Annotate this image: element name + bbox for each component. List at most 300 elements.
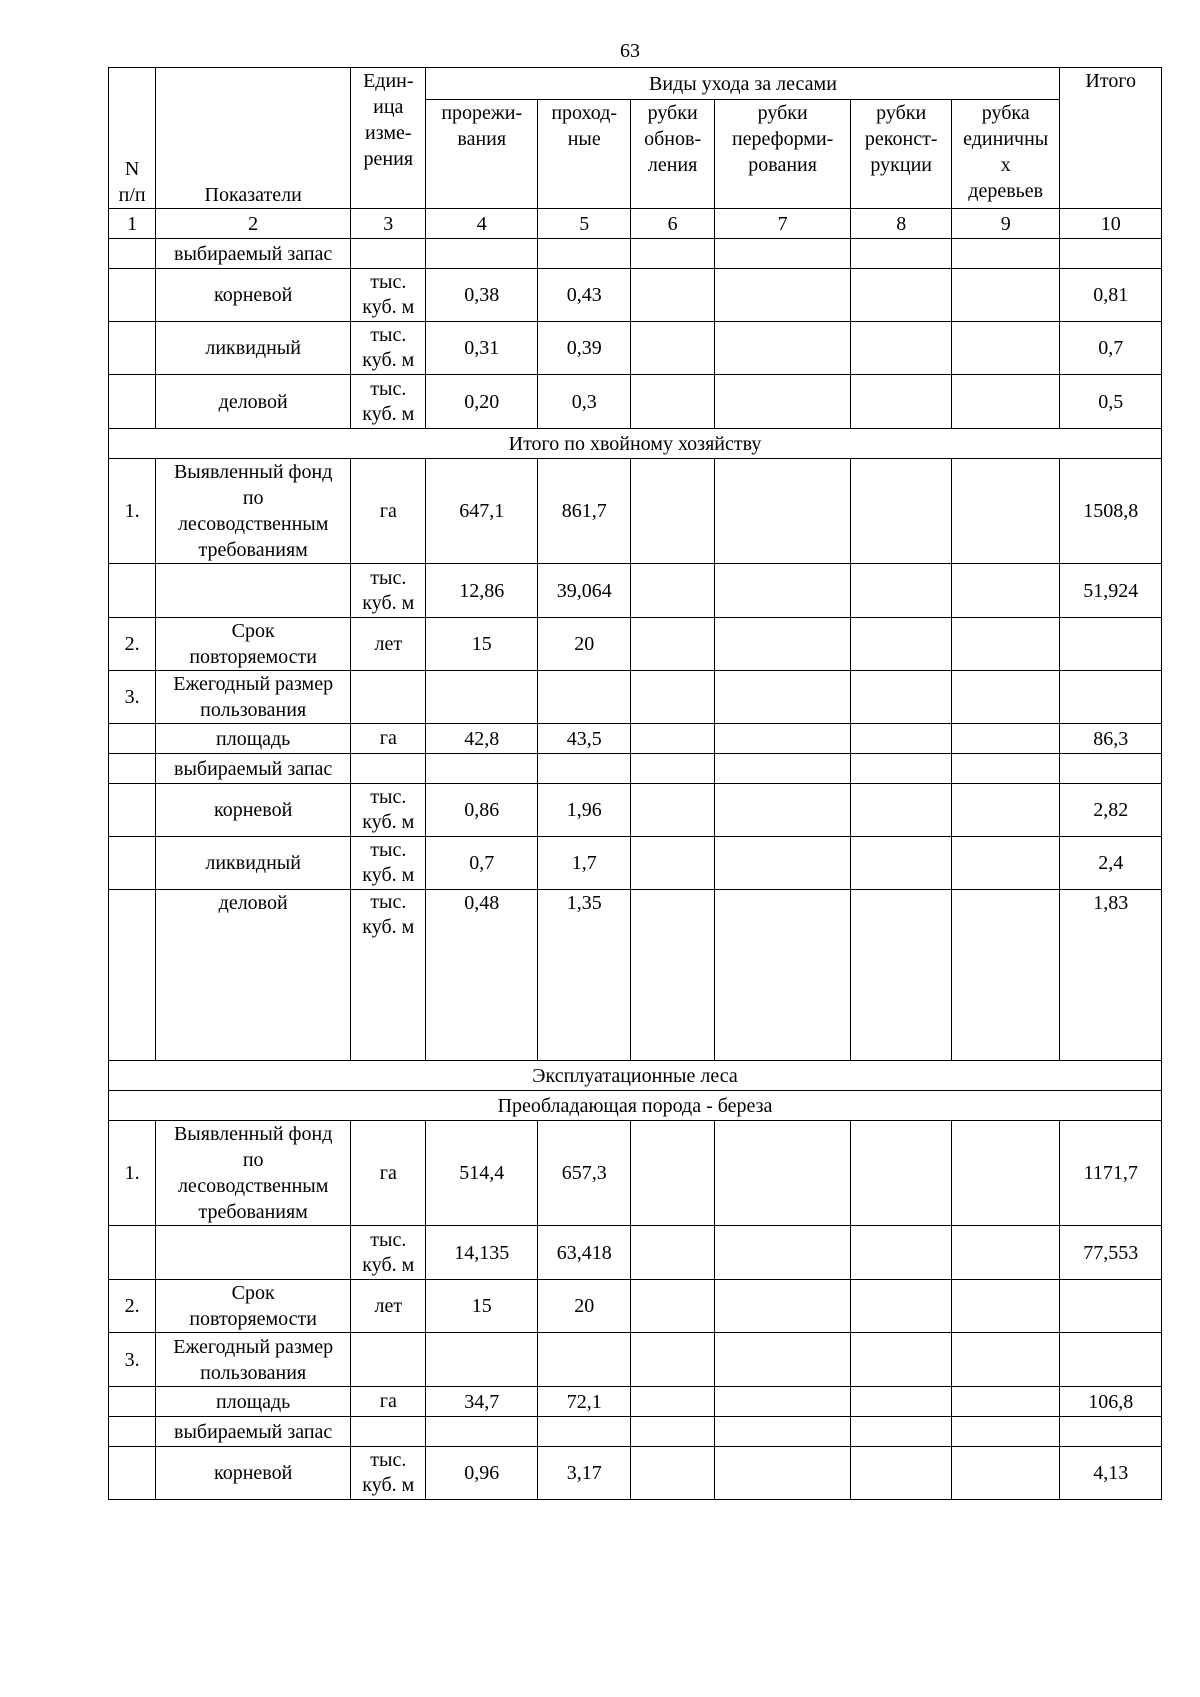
value-cell-5-text: 43,5 bbox=[566, 727, 602, 750]
value-cell-5-text: 0,43 bbox=[566, 284, 602, 306]
value-cell-6 bbox=[631, 754, 714, 784]
section-title bbox=[109, 429, 1162, 459]
value-cell-4 bbox=[426, 564, 538, 618]
table-row bbox=[109, 459, 1162, 564]
total-cell bbox=[1060, 322, 1162, 375]
value-cell-8 bbox=[851, 784, 951, 837]
header-subcol bbox=[537, 100, 630, 209]
total-cell bbox=[1060, 837, 1162, 890]
table-row bbox=[109, 618, 1162, 671]
num-cell bbox=[109, 837, 156, 890]
value-cell-5 bbox=[537, 459, 630, 564]
table-row bbox=[109, 375, 1162, 429]
total-cell bbox=[1060, 1333, 1162, 1387]
header-care-types bbox=[426, 68, 1060, 100]
indicator-cell bbox=[156, 459, 351, 564]
indicator-cell-text: выбираемый запас bbox=[174, 1420, 333, 1443]
unit-cell bbox=[351, 1121, 426, 1226]
value-cell-6 bbox=[631, 1226, 714, 1280]
unit-cell bbox=[351, 459, 426, 564]
value-cell-4-text: 647,1 bbox=[459, 500, 505, 522]
column-number bbox=[156, 209, 351, 239]
value-cell-6 bbox=[631, 564, 714, 618]
indicator-cell bbox=[156, 1333, 351, 1387]
value-cell-6 bbox=[631, 1447, 714, 1500]
value-cell-5 bbox=[537, 1387, 630, 1417]
unit-cell-text: тыс. куб. м bbox=[362, 1228, 415, 1276]
unit-cell bbox=[351, 724, 426, 754]
value-cell-5-text: 63,418 bbox=[556, 1241, 612, 1264]
indicator-cell-text: Срок повторяемости bbox=[189, 620, 318, 668]
header-subcol-text: рубки переформи- рования bbox=[731, 102, 834, 176]
value-cell-4 bbox=[426, 1226, 538, 1280]
indicator-cell-text: ликвидный bbox=[205, 337, 301, 359]
value-cell-5 bbox=[537, 1447, 630, 1500]
value-cell-8 bbox=[851, 1447, 951, 1500]
num-cell-text: 3. bbox=[124, 686, 140, 708]
table-row bbox=[109, 239, 1162, 269]
value-cell-4 bbox=[426, 1387, 538, 1417]
unit-cell bbox=[351, 564, 426, 618]
value-cell-4 bbox=[426, 1280, 538, 1333]
column-number-text: 8 bbox=[896, 212, 907, 235]
indicator-cell bbox=[156, 890, 351, 1061]
num-cell bbox=[109, 1387, 156, 1417]
value-cell-8 bbox=[851, 1121, 951, 1226]
value-cell-6 bbox=[631, 459, 714, 564]
unit-cell-text: га bbox=[379, 499, 397, 522]
value-cell-4-text: 0,38 bbox=[464, 284, 500, 306]
table-row bbox=[109, 322, 1162, 375]
value-cell-9 bbox=[951, 375, 1060, 429]
value-cell-5-text: 20 bbox=[574, 1295, 595, 1317]
num-cell bbox=[109, 1121, 156, 1226]
num-cell bbox=[109, 671, 156, 724]
value-cell-4 bbox=[426, 322, 538, 375]
num-cell bbox=[109, 1447, 156, 1500]
unit-cell bbox=[351, 322, 426, 375]
value-cell-4 bbox=[426, 671, 538, 724]
header-care-types-text: Виды ухода за лесами bbox=[649, 72, 837, 95]
value-cell-9 bbox=[951, 1333, 1060, 1387]
value-cell-9 bbox=[951, 890, 1060, 1061]
indicator-cell bbox=[156, 322, 351, 375]
section-title-text: Преобладающая порода - береза bbox=[497, 1094, 773, 1117]
value-cell-9 bbox=[951, 564, 1060, 618]
indicator-cell-text: Ежегодный размер пользования bbox=[173, 673, 334, 721]
header-subcol bbox=[951, 100, 1060, 209]
total-cell-text: 51,924 bbox=[1083, 579, 1139, 602]
column-number bbox=[951, 209, 1060, 239]
total-cell-text: 1171,7 bbox=[1083, 1162, 1138, 1184]
total-cell-text: 77,553 bbox=[1083, 1241, 1139, 1264]
header-subcol-text: рубка единичны х деревьев bbox=[963, 102, 1049, 202]
table-row bbox=[109, 1121, 1162, 1226]
total-cell bbox=[1060, 239, 1162, 269]
indicator-cell-text: деловой bbox=[218, 892, 288, 914]
value-cell-8 bbox=[851, 1387, 951, 1417]
indicator-cell-text: Выявленный фонд по лесоводственным требованиям bbox=[173, 461, 333, 561]
value-cell-4-text: 0,86 bbox=[464, 799, 500, 821]
value-cell-5 bbox=[537, 269, 630, 322]
value-cell-4 bbox=[426, 375, 538, 429]
value-cell-9 bbox=[951, 1121, 1060, 1226]
total-cell-text: 1,83 bbox=[1093, 892, 1129, 914]
table-row bbox=[109, 890, 1162, 1061]
num-cell bbox=[109, 564, 156, 618]
indicator-cell bbox=[156, 1121, 351, 1226]
value-cell-9 bbox=[951, 1447, 1060, 1500]
value-cell-6 bbox=[631, 1333, 714, 1387]
num-cell bbox=[109, 724, 156, 754]
unit-cell bbox=[351, 1447, 426, 1500]
unit-cell-text: га bbox=[379, 1161, 397, 1184]
value-cell-6 bbox=[631, 375, 714, 429]
total-cell bbox=[1060, 618, 1162, 671]
table-row bbox=[109, 754, 1162, 784]
value-cell-4-text: 15 bbox=[471, 633, 492, 655]
value-cell-8 bbox=[851, 837, 951, 890]
header-unit-text: Един- ица изме- рения bbox=[363, 70, 414, 170]
value-cell-5-text: 0,3 bbox=[571, 390, 597, 413]
value-cell-4 bbox=[426, 618, 538, 671]
value-cell-4-text: 0,31 bbox=[464, 337, 500, 359]
value-cell-4-text: 0,7 bbox=[469, 852, 495, 874]
value-cell-5 bbox=[537, 890, 630, 1061]
value-cell-5 bbox=[537, 1226, 630, 1280]
value-cell-5 bbox=[537, 1121, 630, 1226]
value-cell-9 bbox=[951, 1417, 1060, 1447]
value-cell-4-text: 0,20 bbox=[464, 390, 500, 413]
unit-cell bbox=[351, 269, 426, 322]
table-row bbox=[109, 1387, 1162, 1417]
indicator-cell bbox=[156, 564, 351, 618]
value-cell-6 bbox=[631, 837, 714, 890]
table-row bbox=[109, 1417, 1162, 1447]
total-cell bbox=[1060, 1447, 1162, 1500]
header-num-text: N п/п bbox=[118, 158, 146, 206]
table-row bbox=[109, 1447, 1162, 1500]
unit-cell bbox=[351, 671, 426, 724]
indicator-cell-text: Выявленный фонд по лесоводственным требованиям bbox=[173, 1123, 333, 1223]
value-cell-4 bbox=[426, 890, 538, 1061]
value-cell-8 bbox=[851, 459, 951, 564]
value-cell-5-text: 3,17 bbox=[566, 1462, 602, 1484]
value-cell-4-text: 14,135 bbox=[454, 1241, 510, 1264]
unit-cell-text: лет bbox=[374, 632, 403, 655]
column-number bbox=[537, 209, 630, 239]
total-cell-text: 86,3 bbox=[1093, 727, 1129, 750]
num-cell-text: 2. bbox=[124, 633, 140, 655]
value-cell-5-text: 1,7 bbox=[571, 852, 597, 874]
num-cell bbox=[109, 1280, 156, 1333]
value-cell-8 bbox=[851, 618, 951, 671]
table-row bbox=[109, 564, 1162, 618]
header-subcol bbox=[426, 100, 538, 209]
indicator-cell bbox=[156, 1447, 351, 1500]
unit-cell bbox=[351, 618, 426, 671]
column-number bbox=[714, 209, 851, 239]
unit-cell bbox=[351, 1226, 426, 1280]
total-cell-text: 0,7 bbox=[1098, 337, 1124, 359]
num-cell-text: 2. bbox=[124, 1295, 140, 1317]
indicator-cell bbox=[156, 1280, 351, 1333]
value-cell-5-text: 657,3 bbox=[561, 1162, 607, 1184]
header-subcol bbox=[714, 100, 851, 209]
indicator-cell bbox=[156, 375, 351, 429]
value-cell-8 bbox=[851, 1226, 951, 1280]
value-cell-8 bbox=[851, 269, 951, 322]
value-cell-7 bbox=[714, 1280, 851, 1333]
value-cell-7 bbox=[714, 837, 851, 890]
value-cell-8 bbox=[851, 724, 951, 754]
value-cell-4-text: 42,8 bbox=[464, 727, 500, 750]
value-cell-7 bbox=[714, 1447, 851, 1500]
value-cell-4 bbox=[426, 724, 538, 754]
value-cell-9 bbox=[951, 671, 1060, 724]
unit-cell-text: тыс. куб. м bbox=[362, 271, 415, 318]
table-row bbox=[109, 269, 1162, 322]
value-cell-8 bbox=[851, 564, 951, 618]
indicator-cell bbox=[156, 837, 351, 890]
indicator-cell bbox=[156, 754, 351, 784]
value-cell-4-text: 514,4 bbox=[459, 1162, 505, 1184]
header-subcol-text: проход- ные bbox=[551, 102, 618, 150]
num-cell bbox=[109, 322, 156, 375]
unit-cell bbox=[351, 239, 426, 269]
num-cell bbox=[109, 459, 156, 564]
column-number-text: 5 bbox=[579, 212, 590, 235]
unit-cell-text: тыс. куб. м bbox=[362, 839, 415, 886]
table-row bbox=[109, 837, 1162, 890]
value-cell-4 bbox=[426, 754, 538, 784]
value-cell-6 bbox=[631, 239, 714, 269]
unit-cell bbox=[351, 1333, 426, 1387]
column-number bbox=[631, 209, 714, 239]
value-cell-5 bbox=[537, 1417, 630, 1447]
value-cell-7 bbox=[714, 754, 851, 784]
value-cell-4 bbox=[426, 1417, 538, 1447]
value-cell-4-text: 0,96 bbox=[464, 1462, 500, 1484]
indicator-cell bbox=[156, 671, 351, 724]
column-number bbox=[426, 209, 538, 239]
table-row bbox=[109, 784, 1162, 837]
indicator-cell-text: выбираемый запас bbox=[174, 757, 333, 780]
value-cell-4 bbox=[426, 1121, 538, 1226]
unit-cell-text: тыс. куб. м bbox=[362, 1449, 415, 1496]
table-row bbox=[109, 1226, 1162, 1280]
value-cell-9 bbox=[951, 1226, 1060, 1280]
value-cell-5 bbox=[537, 239, 630, 269]
num-cell bbox=[109, 890, 156, 1061]
num-cell bbox=[109, 784, 156, 837]
num-cell bbox=[109, 1417, 156, 1447]
value-cell-5-text: 72,1 bbox=[566, 1390, 602, 1413]
total-cell bbox=[1060, 1280, 1162, 1333]
unit-cell bbox=[351, 890, 426, 1061]
num-cell-text: 1. bbox=[124, 500, 140, 522]
indicator-cell bbox=[156, 724, 351, 754]
column-number bbox=[851, 209, 951, 239]
total-cell bbox=[1060, 724, 1162, 754]
value-cell-7 bbox=[714, 1387, 851, 1417]
total-cell-text: 0,5 bbox=[1098, 390, 1124, 413]
value-cell-5-text: 1,96 bbox=[566, 799, 602, 821]
value-cell-4-text: 12,86 bbox=[459, 579, 505, 602]
table-row bbox=[109, 671, 1162, 724]
value-cell-8 bbox=[851, 671, 951, 724]
total-cell bbox=[1060, 1121, 1162, 1226]
header-num bbox=[109, 68, 156, 209]
column-number-text: 3 bbox=[383, 212, 394, 235]
value-cell-6 bbox=[631, 322, 714, 375]
value-cell-9 bbox=[951, 618, 1060, 671]
header-subcol-text: прорежи- вания bbox=[441, 102, 523, 150]
header-subcol bbox=[631, 100, 714, 209]
value-cell-7 bbox=[714, 239, 851, 269]
value-cell-8 bbox=[851, 239, 951, 269]
value-cell-5 bbox=[537, 784, 630, 837]
indicator-cell-text: ликвидный bbox=[205, 852, 301, 874]
header-subcol-text: рубки реконст- рукции bbox=[864, 102, 938, 176]
value-cell-6 bbox=[631, 1387, 714, 1417]
section-title bbox=[109, 1091, 1162, 1121]
header-unit bbox=[351, 68, 426, 209]
value-cell-9 bbox=[951, 269, 1060, 322]
value-cell-4-text: 15 bbox=[471, 1295, 492, 1317]
column-number-text: 1 bbox=[127, 212, 138, 235]
unit-cell-text: тыс. куб. м bbox=[362, 786, 415, 833]
total-cell-text: 106,8 bbox=[1088, 1390, 1134, 1413]
indicator-cell-text: выбираемый запас bbox=[174, 242, 333, 265]
value-cell-5 bbox=[537, 754, 630, 784]
value-cell-7 bbox=[714, 1417, 851, 1447]
unit-cell-text: тыс. куб. м bbox=[362, 891, 415, 938]
value-cell-6 bbox=[631, 784, 714, 837]
section-title-text: Итого по хвойному хозяйству bbox=[508, 432, 762, 455]
page-number: 63 bbox=[620, 40, 640, 62]
value-cell-4 bbox=[426, 1447, 538, 1500]
unit-cell bbox=[351, 375, 426, 429]
unit-cell bbox=[351, 1280, 426, 1333]
num-cell bbox=[109, 618, 156, 671]
value-cell-8 bbox=[851, 754, 951, 784]
value-cell-4-text: 34,7 bbox=[464, 1390, 500, 1413]
value-cell-4 bbox=[426, 459, 538, 564]
num-cell bbox=[109, 239, 156, 269]
total-cell-text: 2,4 bbox=[1098, 852, 1124, 874]
value-cell-7 bbox=[714, 671, 851, 724]
total-cell bbox=[1060, 564, 1162, 618]
unit-cell bbox=[351, 754, 426, 784]
total-cell bbox=[1060, 269, 1162, 322]
num-cell bbox=[109, 375, 156, 429]
unit-cell bbox=[351, 784, 426, 837]
indicator-cell-text: корневой bbox=[214, 1462, 293, 1484]
value-cell-7 bbox=[714, 1121, 851, 1226]
unit-cell bbox=[351, 1387, 426, 1417]
value-cell-9 bbox=[951, 837, 1060, 890]
value-cell-9 bbox=[951, 459, 1060, 564]
total-cell bbox=[1060, 459, 1162, 564]
value-cell-5 bbox=[537, 322, 630, 375]
section-title-text: Эксплуатационные леса bbox=[532, 1064, 738, 1087]
value-cell-5 bbox=[537, 837, 630, 890]
total-cell-text: 4,13 bbox=[1093, 1462, 1129, 1484]
table-row bbox=[109, 1333, 1162, 1387]
total-cell bbox=[1060, 784, 1162, 837]
indicator-cell bbox=[156, 239, 351, 269]
value-cell-7 bbox=[714, 618, 851, 671]
value-cell-4 bbox=[426, 1333, 538, 1387]
value-cell-8 bbox=[851, 375, 951, 429]
value-cell-5-text: 20 bbox=[574, 633, 595, 655]
section-row bbox=[109, 1091, 1162, 1121]
value-cell-9 bbox=[951, 322, 1060, 375]
total-cell bbox=[1060, 1417, 1162, 1447]
unit-cell-text: тыс. куб. м bbox=[362, 566, 415, 614]
unit-cell-text: лет bbox=[374, 1294, 403, 1317]
unit-cell bbox=[351, 837, 426, 890]
value-cell-7 bbox=[714, 1226, 851, 1280]
indicator-cell-text: корневой bbox=[214, 799, 293, 821]
value-cell-4 bbox=[426, 837, 538, 890]
column-number-text: 10 bbox=[1100, 212, 1121, 235]
value-cell-7 bbox=[714, 269, 851, 322]
value-cell-5-text: 1,35 bbox=[566, 892, 602, 914]
header-total-text: Итого bbox=[1085, 70, 1137, 92]
indicator-cell bbox=[156, 618, 351, 671]
total-cell bbox=[1060, 890, 1162, 1061]
indicator-cell-text: деловой bbox=[218, 390, 288, 413]
indicator-cell bbox=[156, 1387, 351, 1417]
value-cell-5 bbox=[537, 1280, 630, 1333]
column-number-text: 9 bbox=[1000, 212, 1011, 235]
value-cell-6 bbox=[631, 1121, 714, 1226]
indicator-cell-text: площадь bbox=[216, 1390, 291, 1413]
value-cell-6 bbox=[631, 671, 714, 724]
header-subcol-text: рубки обнов- ления bbox=[644, 102, 702, 176]
value-cell-5 bbox=[537, 618, 630, 671]
header-indicator-text: Показатели bbox=[204, 184, 302, 206]
value-cell-6 bbox=[631, 1417, 714, 1447]
unit-cell-text: га bbox=[379, 1390, 397, 1412]
value-cell-7 bbox=[714, 564, 851, 618]
value-cell-9 bbox=[951, 1387, 1060, 1417]
indicator-cell bbox=[156, 1226, 351, 1280]
column-number bbox=[1060, 209, 1162, 239]
value-cell-8 bbox=[851, 1333, 951, 1387]
value-cell-5 bbox=[537, 1333, 630, 1387]
unit-cell-text: тыс. куб. м bbox=[362, 324, 415, 371]
num-cell-text: 1. bbox=[124, 1162, 140, 1184]
value-cell-6 bbox=[631, 724, 714, 754]
value-cell-9 bbox=[951, 239, 1060, 269]
num-cell bbox=[109, 269, 156, 322]
value-cell-6 bbox=[631, 269, 714, 322]
table-row bbox=[109, 1280, 1162, 1333]
header-total bbox=[1060, 68, 1162, 209]
unit-cell-text: тыс. куб. м bbox=[362, 377, 415, 425]
indicator-cell bbox=[156, 784, 351, 837]
column-number-text: 6 bbox=[667, 212, 678, 235]
value-cell-7 bbox=[714, 1333, 851, 1387]
section-title bbox=[109, 1061, 1162, 1091]
value-cell-5-text: 0,39 bbox=[566, 337, 602, 359]
value-cell-4 bbox=[426, 269, 538, 322]
value-cell-7 bbox=[714, 784, 851, 837]
total-cell bbox=[1060, 1226, 1162, 1280]
